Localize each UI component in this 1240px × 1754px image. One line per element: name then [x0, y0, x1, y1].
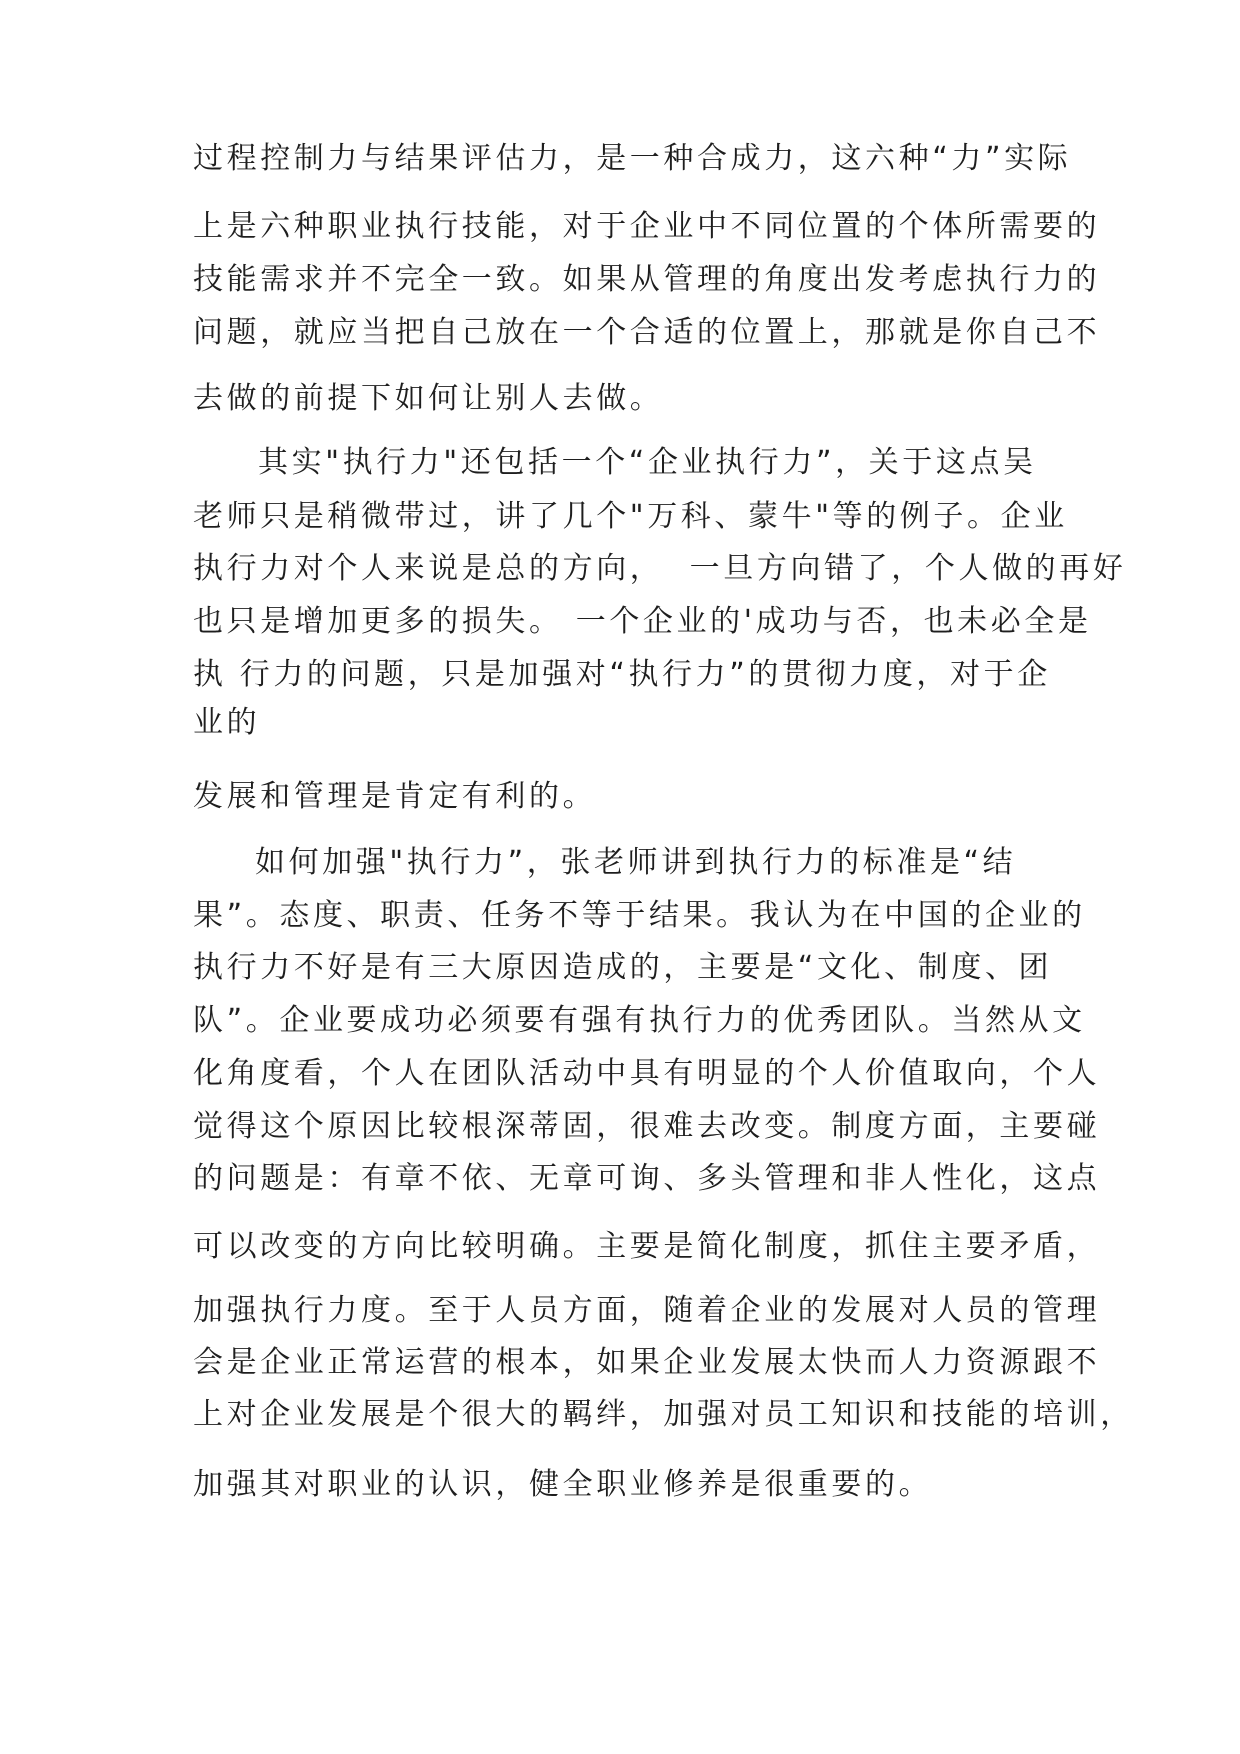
- text-line: 会是企业正常运营的根本，如果企业发展太快而人力资源跟不: [193, 1345, 1101, 1380]
- text-line: 过程控制力与结果评估力，是一种合成力，这六种“力”实际: [193, 141, 1072, 176]
- text-line: 老师只是稍微带过，讲了几个"万科、蒙牛"等的例子。企业: [193, 499, 1068, 534]
- text-line: 加强其对职业的认识，健全职业修养是很重要的。: [193, 1467, 933, 1502]
- text-line: 问题，就应当把自己放在一个合适的位置上，那就是你自己不: [193, 315, 1101, 350]
- text-line: 觉得这个原因比较根深蒂固，很难去改变。制度方面，主要碰: [193, 1109, 1101, 1144]
- text-line: 技能需求并不完全一致。如果从管理的角度出发考虑执行力的: [193, 262, 1101, 297]
- text-line: 发展和管理是肯定有利的。: [193, 779, 597, 814]
- text-line: 业的: [193, 705, 261, 740]
- text-line: 的问题是：有章不依、无章可询、多头管理和非人性化，这点: [193, 1161, 1101, 1196]
- text-line: 也只是增加更多的损失。 一个企业的'成功与否，也未必全是: [193, 604, 1092, 639]
- text-line: 化角度看，个人在团队活动中具有明显的个人价值取向，个人: [193, 1056, 1101, 1091]
- text-line: 其实"执行力"还包括一个“企业执行力”，关于这点吴: [258, 445, 1037, 480]
- text-line: 执 行力的问题，只是加强对“执行力”的贯彻力度，对于企: [193, 657, 1051, 692]
- text-line: 加强执行力度。至于人员方面，随着企业的发展对人员的管理: [193, 1293, 1101, 1328]
- text-line: 如何加强"执行力”，张老师讲到执行力的标准是“结: [255, 845, 1017, 880]
- text-line: 去做的前提下如何让别人去做。: [193, 381, 664, 416]
- text-line: 执行力对个人来说是总的方向， 一旦方向错了，个人做的再好: [193, 551, 1127, 586]
- text-line: 可以改变的方向比较明确。主要是简化制度，抓住主要矛盾，: [193, 1229, 1101, 1264]
- text-line: 上对企业发展是个很大的羁绊，加强对员工知识和技能的培训，: [193, 1397, 1134, 1432]
- text-line: 上是六种职业执行技能，对于企业中不同位置的个体所需要的: [193, 209, 1101, 244]
- text-line: 执行力不好是有三大原因造成的，主要是“文化、制度、团: [193, 950, 1053, 985]
- text-line: 果”。态度、职责、任务不等于结果。我认为在中国的企业的: [193, 898, 1086, 933]
- text-line: 队”。企业要成功必须要有强有执行力的优秀团队。当然从文: [193, 1003, 1086, 1038]
